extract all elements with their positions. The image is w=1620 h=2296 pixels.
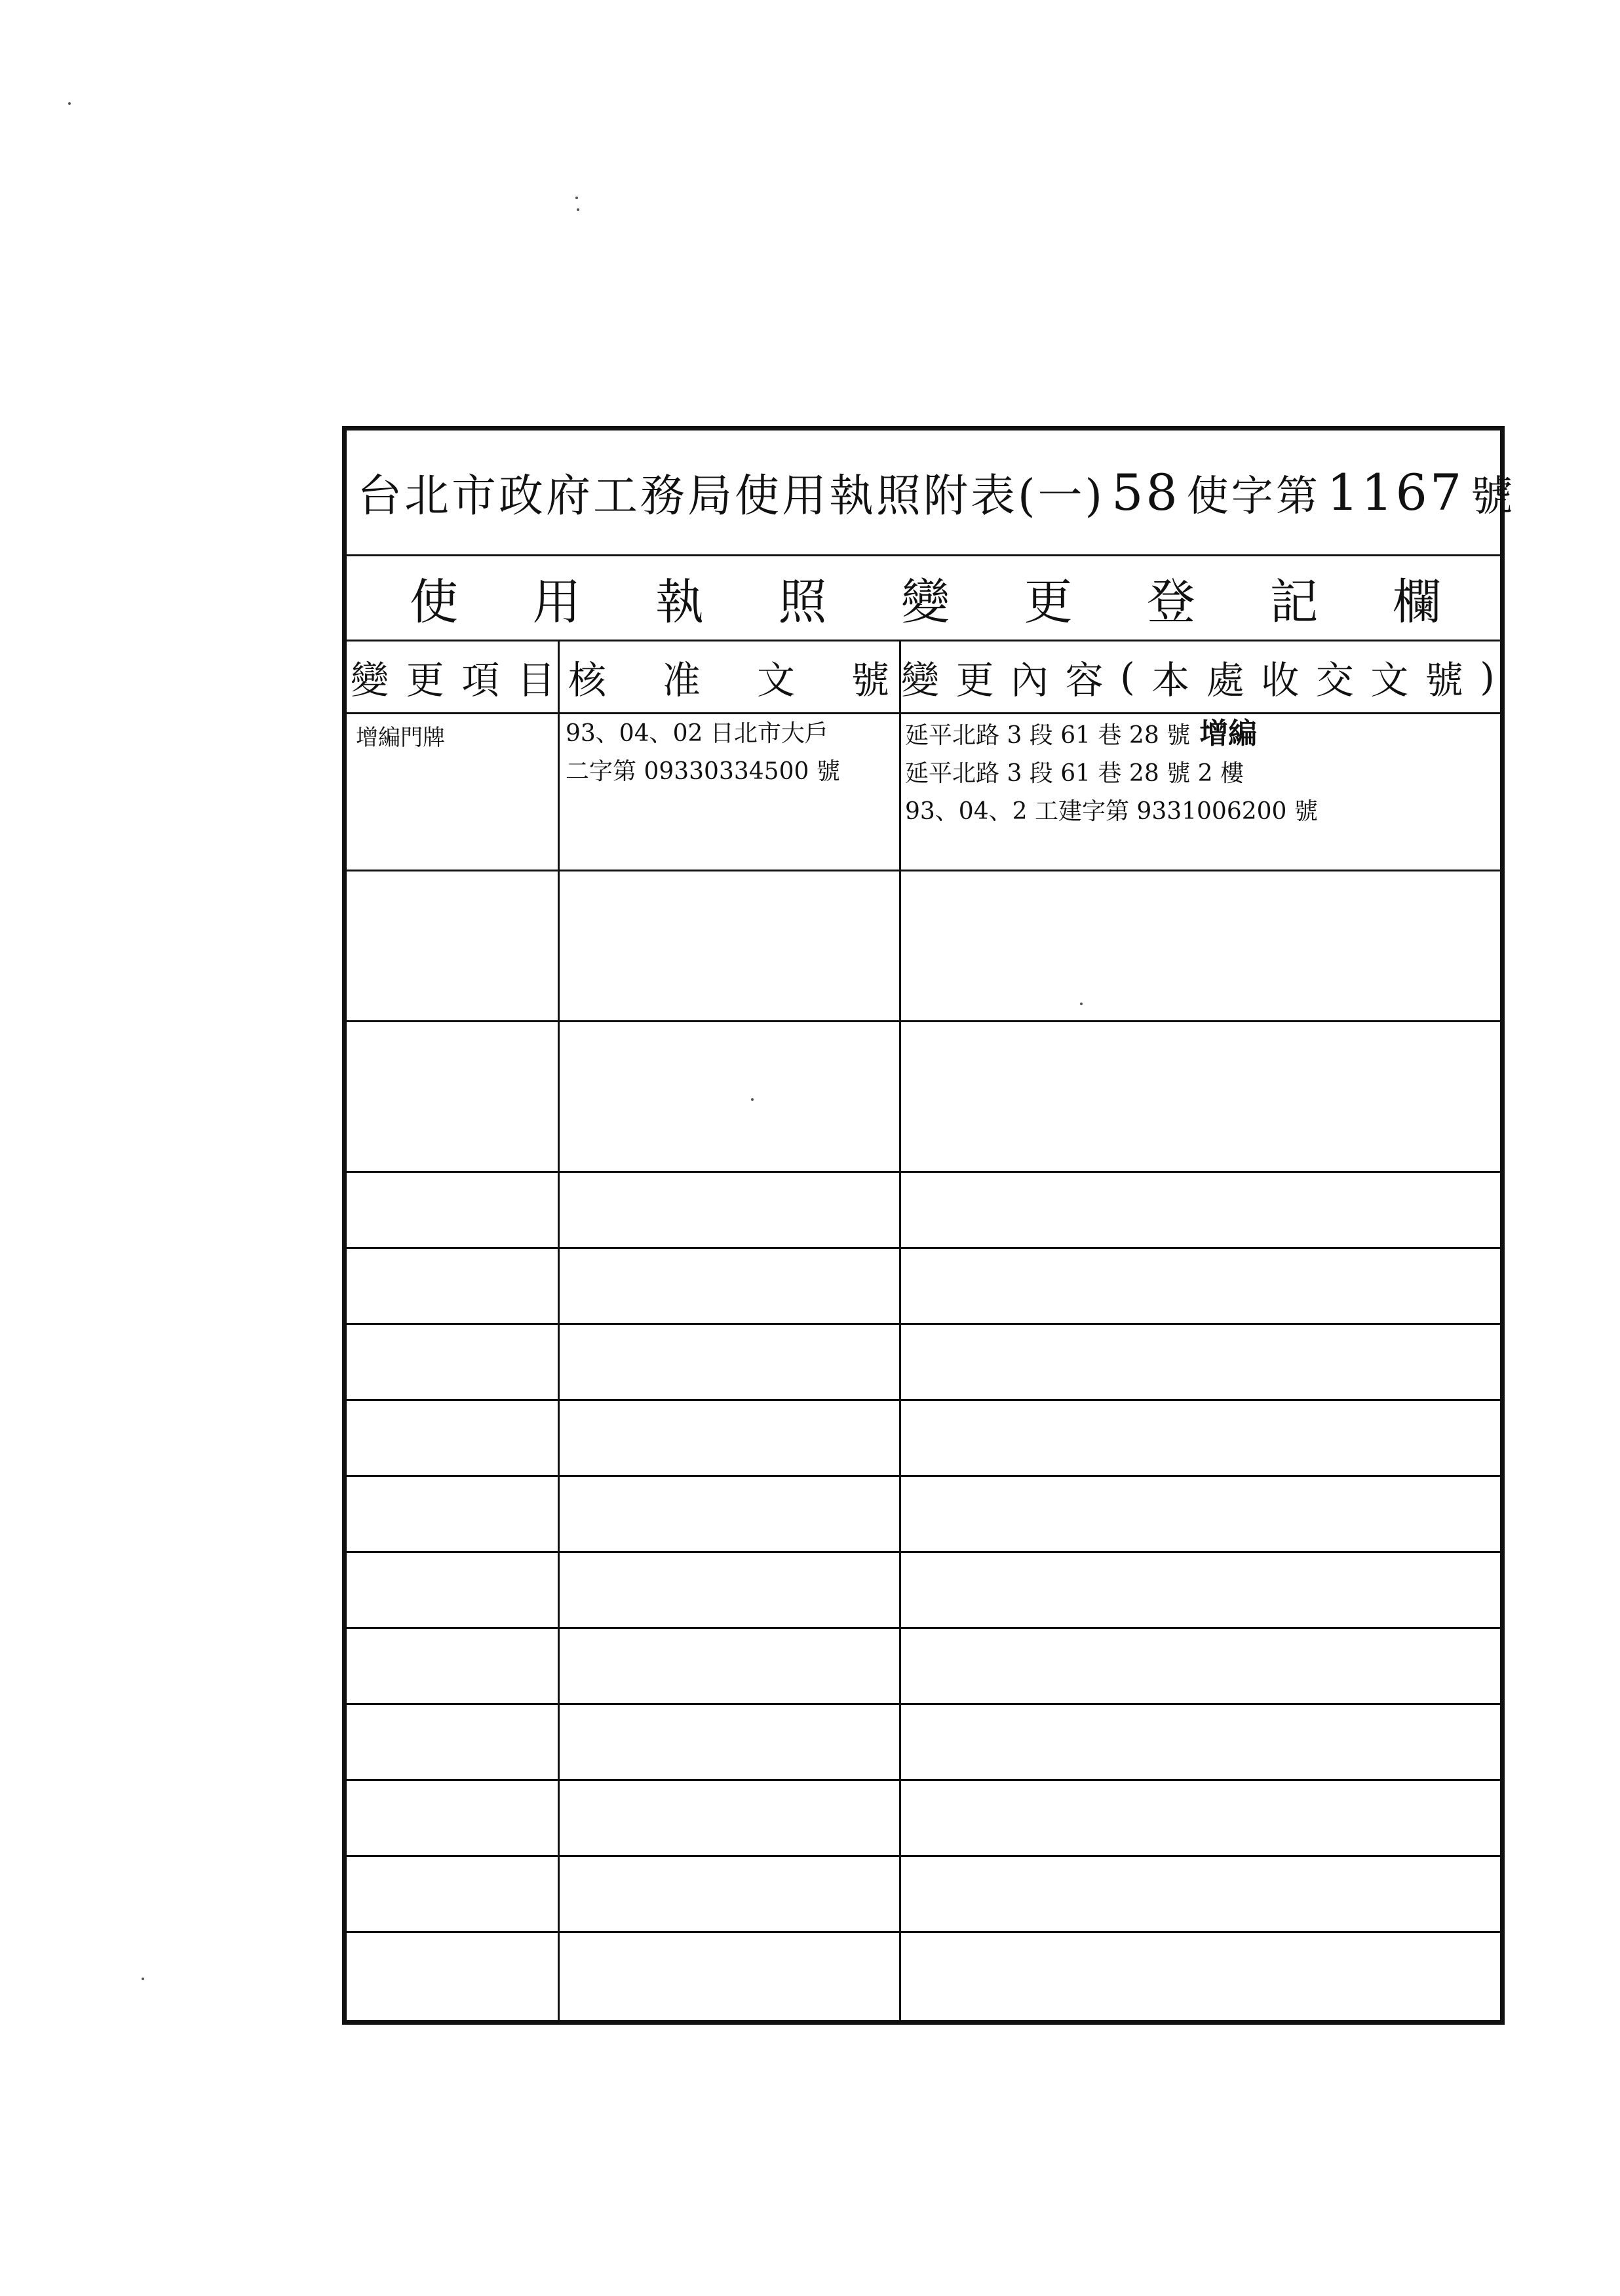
form-title	[347, 430, 1516, 556]
change-content-line	[905, 715, 1318, 755]
column-header-char: 核	[568, 658, 607, 702]
change-content-cell	[905, 715, 1318, 831]
title-suffix: 號	[1471, 472, 1516, 521]
column-header-char: 內	[1011, 658, 1049, 702]
row-divider	[347, 712, 1500, 714]
row-divider	[347, 1627, 1500, 1629]
column-header-approval-no	[563, 641, 896, 712]
column-header-char: 號	[851, 658, 889, 702]
section-heading-char: 記	[1269, 573, 1319, 630]
change-content-mark: 增編	[1199, 717, 1258, 750]
column-header-change-content	[901, 641, 1500, 712]
change-item-cell: 增編門牌	[356, 725, 445, 751]
section-heading	[347, 556, 1500, 641]
column-header-char: 號	[1425, 658, 1463, 702]
column-header-char: 收	[1261, 658, 1300, 702]
row-divider	[347, 1931, 1500, 1933]
column-header-char: 更	[406, 658, 444, 702]
row-divider	[347, 1779, 1500, 1781]
column-header-char: 項	[461, 658, 500, 702]
column-header-char: 文	[1370, 658, 1409, 702]
title-mid: 使字第	[1186, 472, 1321, 521]
scan-speck	[1080, 1003, 1083, 1005]
change-content-address: 延平北路 3 段 61 巷 28 號	[905, 722, 1191, 749]
row-divider	[347, 1855, 1500, 1857]
row-divider	[347, 1399, 1500, 1401]
column-header-char: 變	[351, 658, 389, 702]
change-content-line: 延平北路 3 段 61 巷 28 號 2 樓	[905, 760, 1244, 787]
row-divider	[347, 1171, 1500, 1173]
scan-speck	[575, 197, 578, 199]
column-header-change-item	[351, 641, 559, 712]
approval-no-line: 93、04、02 日北市大戶	[566, 720, 828, 747]
section-heading-char: 用	[532, 573, 581, 630]
row-divider	[347, 1323, 1500, 1325]
title-prefix: 台北市政府工務局使用執照附表(一)	[357, 470, 1106, 522]
section-heading-char: 更	[1024, 573, 1073, 630]
section-heading-char: 照	[778, 573, 827, 630]
scan-speck	[577, 208, 579, 211]
section-heading-char: 登	[1147, 573, 1195, 630]
row-divider	[347, 1020, 1500, 1022]
row-divider	[347, 1247, 1500, 1249]
column-header-char: 交	[1315, 658, 1354, 702]
scan-speck	[142, 1978, 144, 1980]
column-header-char: 目	[516, 658, 555, 702]
section-heading-char: 執	[655, 573, 704, 630]
approval-no-cell	[566, 715, 840, 791]
row-divider	[347, 1475, 1500, 1477]
approval-no-line: 二字第 09330334500 號	[566, 758, 840, 785]
row-divider	[347, 1703, 1500, 1705]
column-header-char: 文	[756, 658, 795, 702]
section-heading-char: 變	[901, 573, 950, 630]
column-divider	[558, 641, 560, 2020]
title-year: 58	[1111, 463, 1180, 522]
change-content-line: 93、04、2 工建字第 9331006200 號	[905, 798, 1318, 825]
section-heading-char: 欄	[1393, 573, 1441, 630]
change-record-table	[347, 641, 1500, 2020]
scan-speck	[751, 1098, 754, 1101]
column-header-char: 更	[955, 658, 994, 702]
title-number: 1167	[1326, 463, 1465, 522]
column-header-char: 准	[662, 658, 701, 702]
row-divider	[347, 870, 1500, 871]
column-header-char: 容	[1065, 658, 1104, 702]
row-divider	[347, 1551, 1500, 1553]
column-header-char: 本	[1151, 658, 1190, 702]
column-header-char: (	[1120, 655, 1135, 699]
section-heading-char: 使	[410, 573, 458, 630]
column-divider	[899, 641, 901, 2020]
use-permit-change-form	[342, 426, 1516, 2025]
column-header-char: 處	[1206, 658, 1244, 702]
scan-speck	[68, 102, 71, 105]
column-header-char: )	[1480, 655, 1495, 699]
column-header-char: 變	[901, 658, 940, 702]
